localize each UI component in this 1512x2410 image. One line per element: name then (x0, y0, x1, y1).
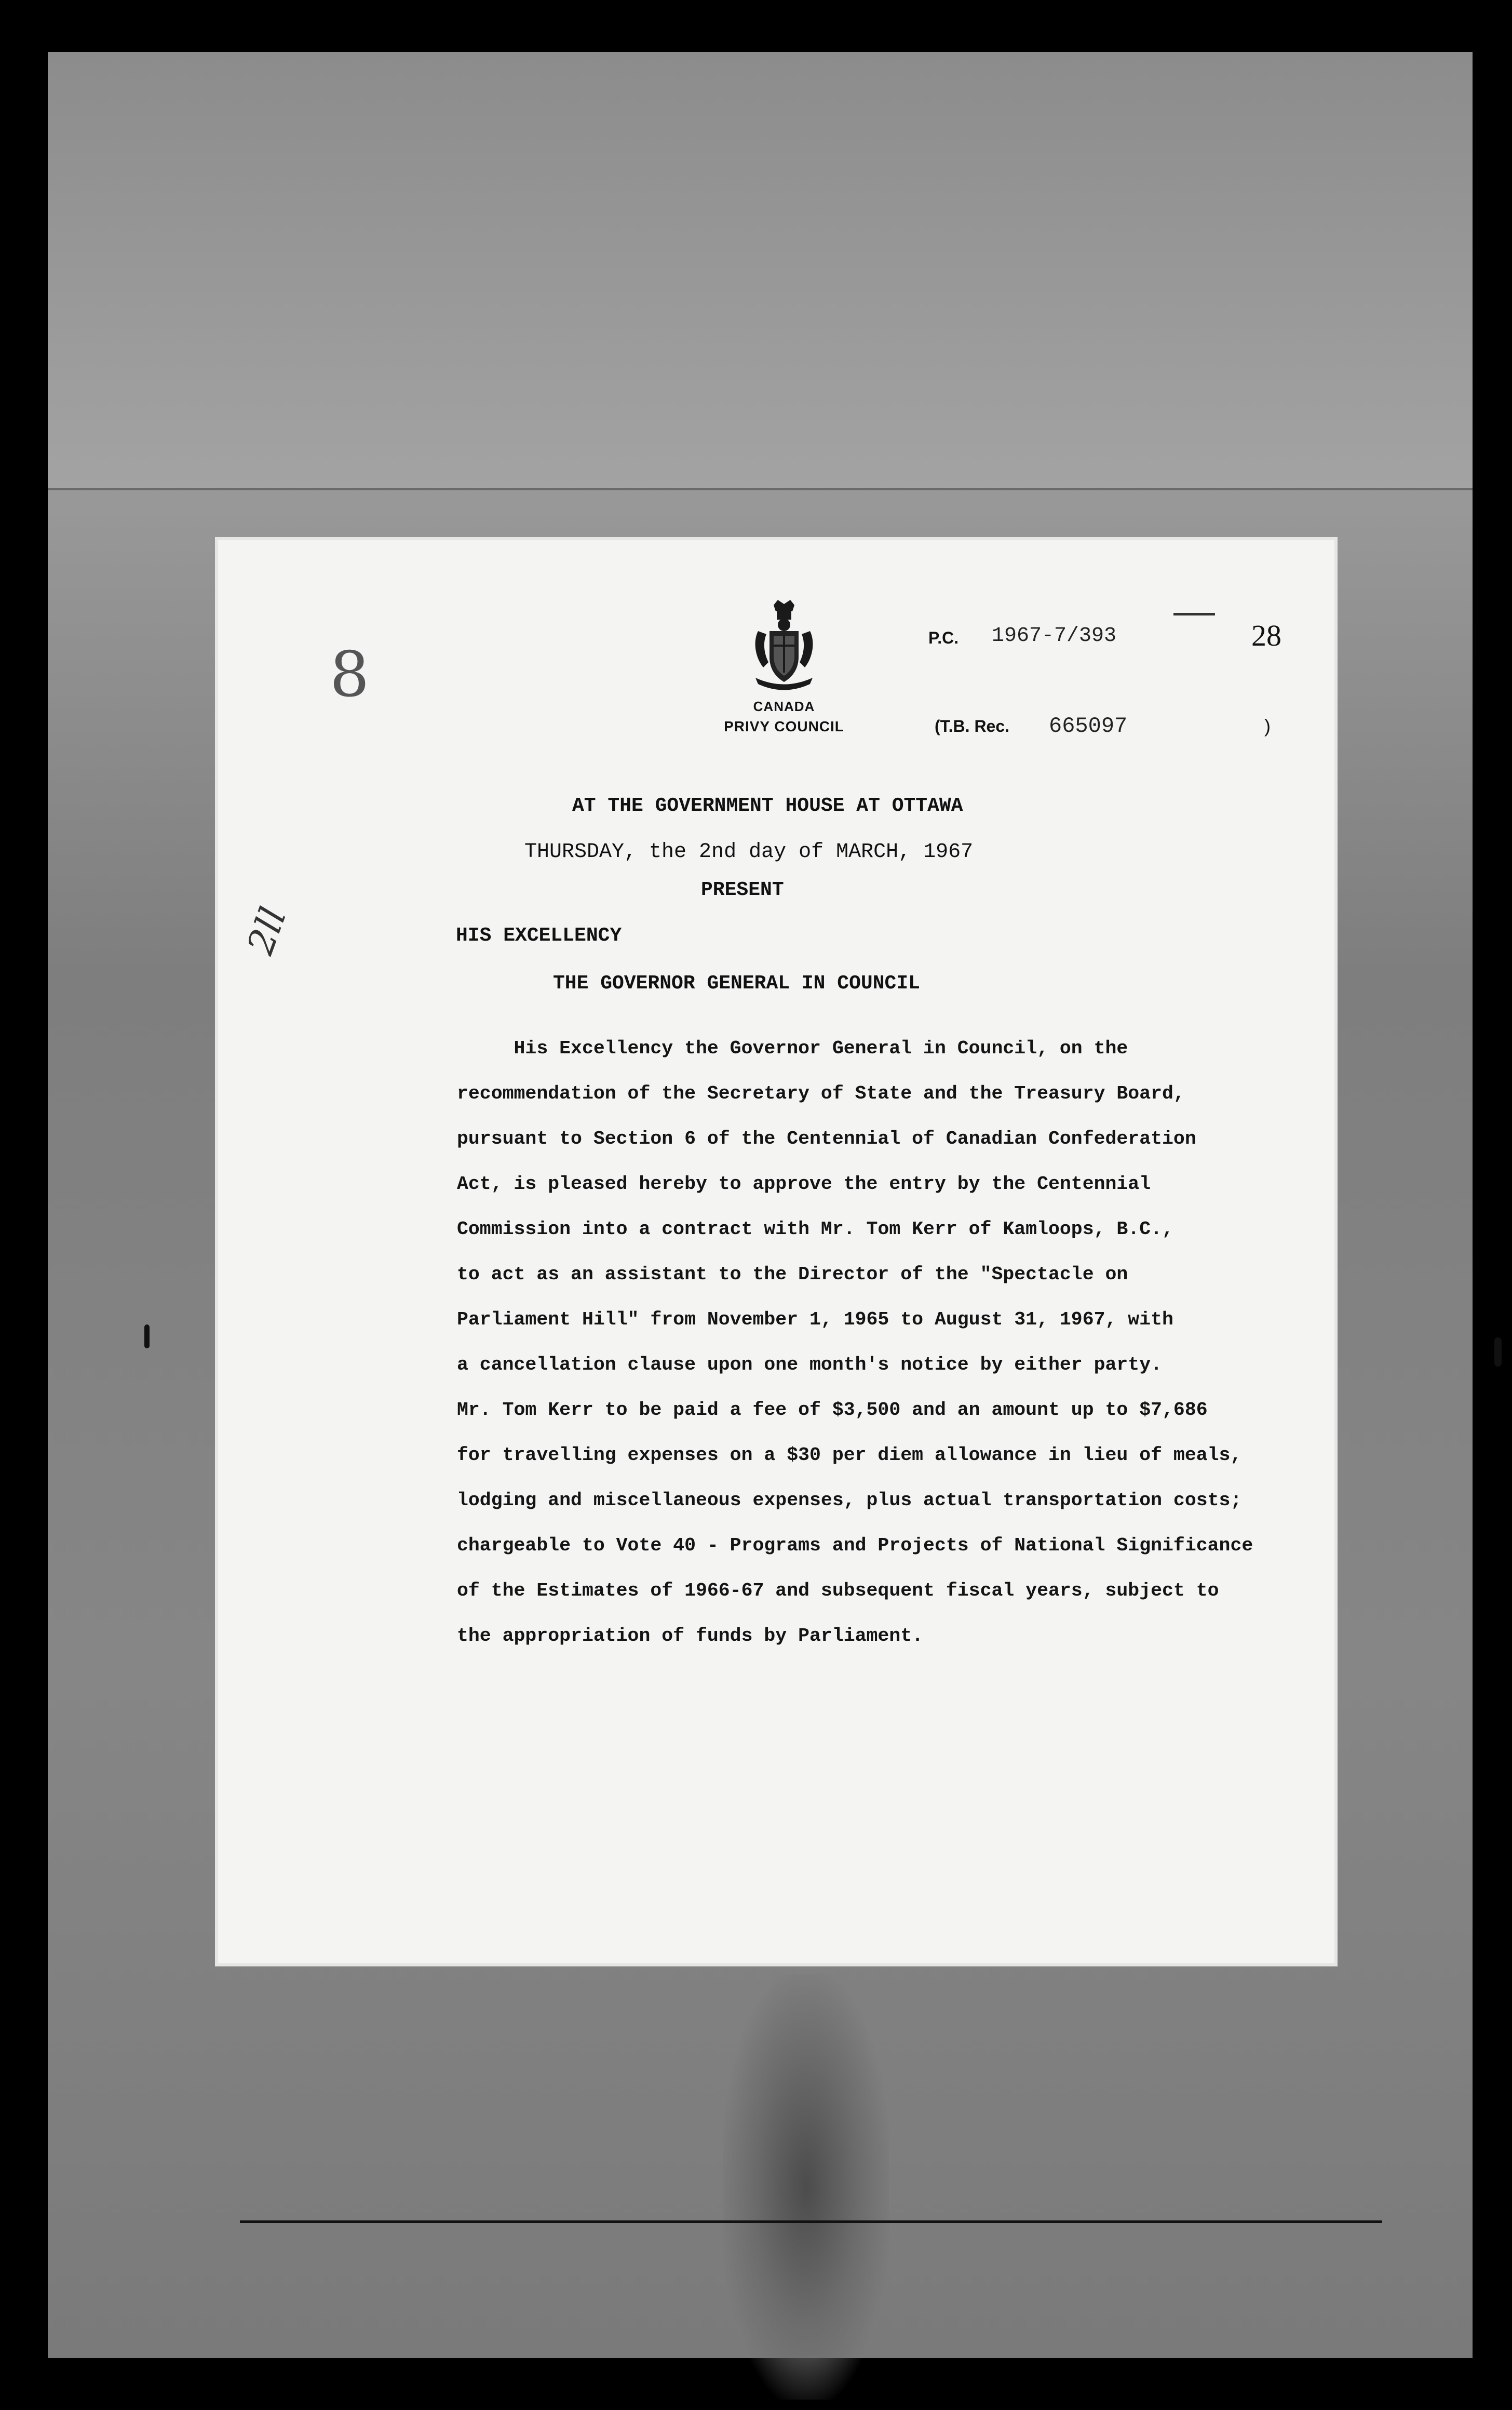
body-line: of the Estimates of 1966-67 and subsequent fiscal years, subject to (457, 1580, 1219, 1601)
body-line: Mr. Tom Kerr to be paid a fee of $3,500 and an amount up to $7,686 (457, 1399, 1208, 1421)
tb-rec-number: 665097 (1049, 714, 1128, 739)
left-registration-mark (144, 1324, 150, 1348)
order-in-council-page (218, 540, 1334, 1963)
body-line: for travelling expenses on a $30 per diem allowance in lieu of meals, (457, 1444, 1242, 1466)
his-excellency-heading: HIS EXCELLENCY (456, 925, 622, 947)
body-line: recommendation of the Secretary of State and the Treasury Board, (457, 1083, 1185, 1104)
body-line: chargeable to Vote 40 - Programs and Projects of National Significance (457, 1535, 1253, 1556)
underlying-sheet (48, 52, 1473, 490)
corner-dash (1173, 613, 1215, 615)
body-line: lodging and miscellaneous expenses, plus actual transportation costs; (457, 1490, 1242, 1511)
body-line: His Excellency the Governor General in Council, on the (457, 1038, 1128, 1059)
governor-heading: THE GOVERNOR GENERAL IN COUNCIL (553, 972, 920, 995)
pc-number: 1967-7/393 (992, 624, 1117, 648)
body-line: to act as an assistant to the Director of the "Spectacle on (457, 1264, 1128, 1285)
country-label: CANADA (753, 699, 815, 714)
handwritten-margin-note: 2ll (239, 902, 295, 960)
tb-rec-label: (T.B. Rec. (935, 717, 1010, 735)
council-label: PRIVY COUNCIL (724, 718, 844, 734)
present-heading: PRESENT (701, 879, 784, 901)
pc-label: P.C. (928, 628, 959, 647)
right-registration-mark (1494, 1337, 1502, 1367)
body-line: Parliament Hill" from November 1, 1965 to August 31, 1967, with (457, 1309, 1173, 1330)
session-location: AT THE GOVERNMENT HOUSE AT OTTAWA (572, 795, 963, 817)
body-line: the appropriation of funds by Parliament. (457, 1625, 924, 1646)
body-line: a cancellation clause upon one month's notice by either party. (457, 1354, 1163, 1375)
page-number: 28 (1251, 619, 1281, 652)
session-date: THURSDAY, the 2nd day of MARCH, 1967 (524, 840, 974, 864)
bottom-rule (240, 2220, 1382, 2223)
canada-coat-of-arms-icon (748, 600, 820, 691)
body-line: Commission into a contract with Mr. Tom Kerr of Kamloops, B.C., (457, 1219, 1173, 1240)
body-line: pursuant to Section 6 of the Centennial of Canadian Confederation (457, 1128, 1196, 1149)
handwritten-number: 8 (330, 639, 370, 711)
body-line: Act, is pleased hereby to approve the entry by the Centennial (457, 1173, 1151, 1195)
film-smudge (723, 1974, 889, 2400)
tb-rec-close: ) (1264, 715, 1271, 737)
